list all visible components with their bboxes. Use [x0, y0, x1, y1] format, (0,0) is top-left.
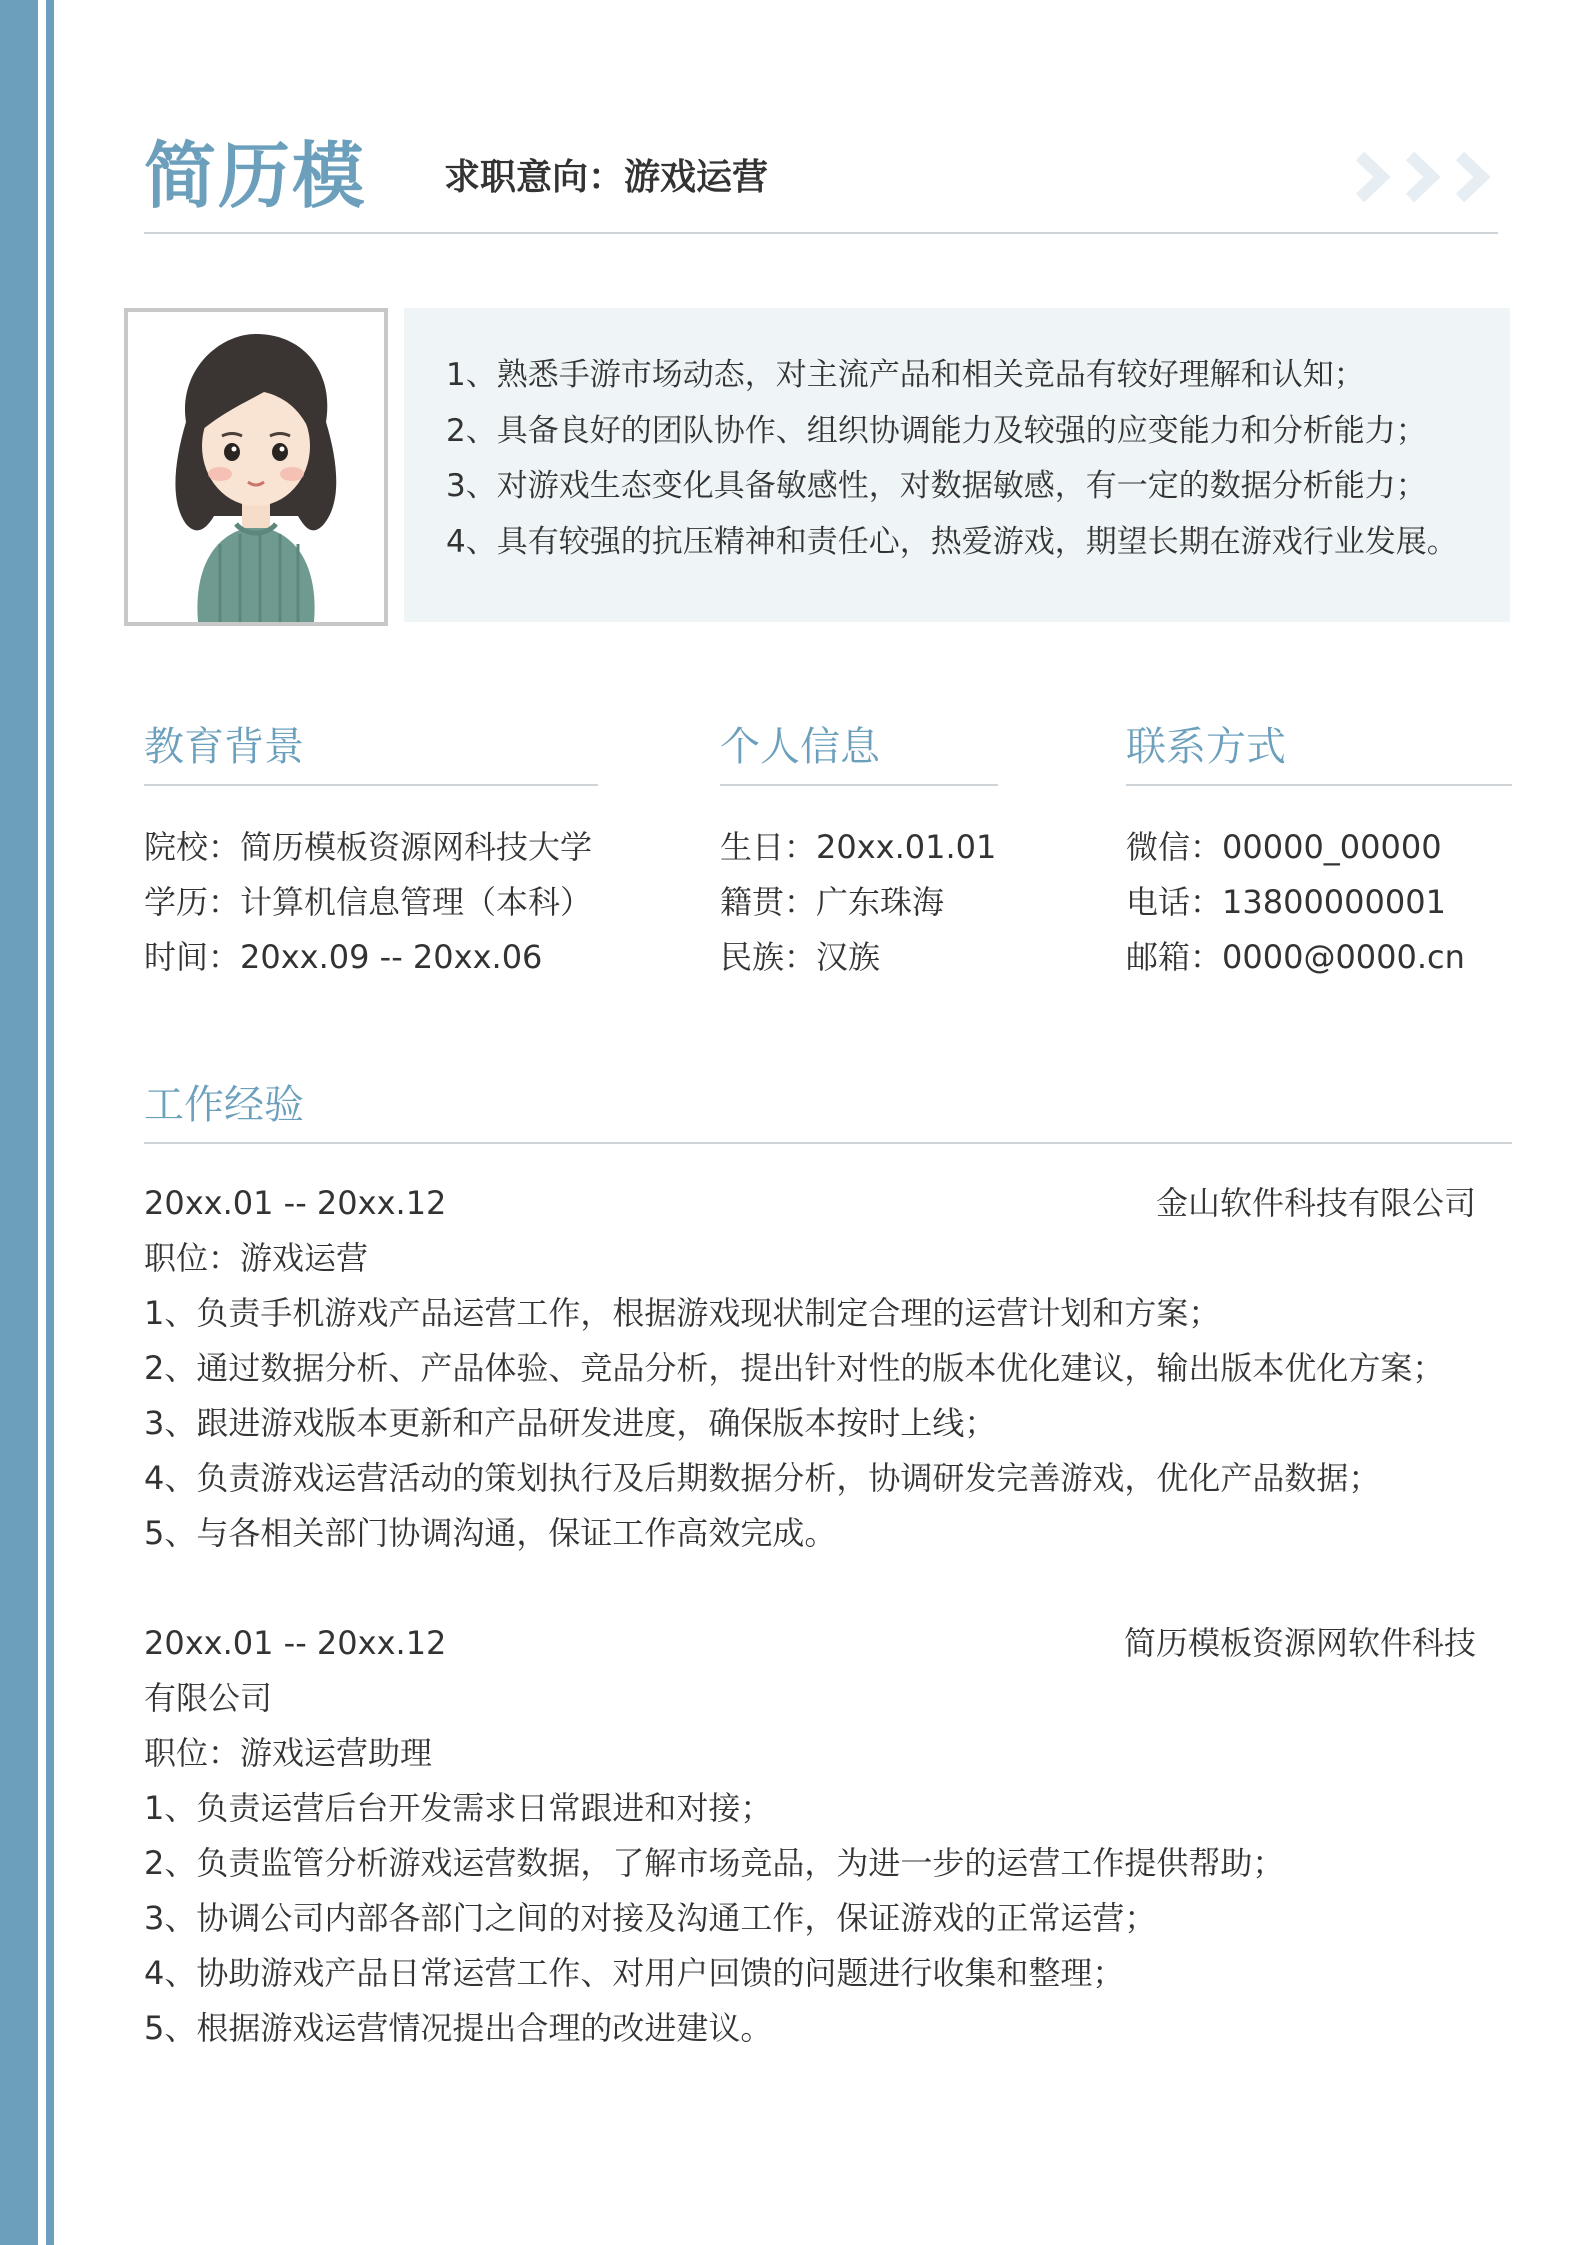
job-duty: 1、负责手机游戏产品运营工作，根据游戏现状制定合理的运营计划和方案；: [144, 1294, 1221, 1332]
job-position: 职位：游戏运营助理: [144, 1734, 433, 1772]
job-duty: 3、协调公司内部各部门之间的对接及沟通工作，保证游戏的正常运营；: [144, 1899, 1157, 1937]
education-info: [144, 820, 592, 985]
left-accent-bar: [0, 0, 38, 2245]
summary-line: 3、对游戏生态变化具备敏感性，对数据敏感，有一定的数据分析能力；: [446, 468, 1427, 504]
job-duty: 2、负责监管分析游戏运营数据，了解市场竞品，为进一步的运营工作提供帮助；: [144, 1844, 1285, 1882]
avatar-illustration: [128, 312, 384, 622]
personal-birthday: 生日：20xx.01.01: [720, 828, 997, 866]
job-entry: [144, 1616, 1476, 2056]
section-divider-education: [144, 784, 598, 786]
contact-email: 邮箱：0000@0000.cn: [1126, 938, 1465, 976]
job-date: 20xx.01 -- 20xx.12: [144, 1184, 447, 1222]
header-divider: [144, 232, 1498, 234]
job-duty: 1、负责运营后台开发需求日常跟进和对接；: [144, 1789, 773, 1827]
job-company: 金山软件科技有限公司: [1155, 1184, 1476, 1222]
personal-ethnicity: 民族：汉族: [720, 938, 881, 976]
contact-info: [1126, 820, 1465, 985]
job-duty: 3、跟进游戏版本更新和产品研发进度，确保版本按时上线；: [144, 1404, 997, 1442]
personal-hometown: 籍贯：广东珠海: [720, 883, 945, 921]
job-entry: [144, 1176, 1476, 1561]
chevron-arrows-icon: [1352, 150, 1502, 204]
job-duty: 2、通过数据分析、产品体验、竞品分析，提出针对性的版本优化建议，输出版本优化方案；: [144, 1349, 1445, 1387]
section-title-personal: 个人信息: [720, 724, 880, 770]
job-date: 20xx.01 -- 20xx.12: [144, 1624, 447, 1662]
section-divider-contact: [1126, 784, 1512, 786]
left-accent-stripe: [46, 0, 54, 2245]
job-objective: 求职意向：游戏运营: [444, 157, 769, 198]
education-degree: 学历：计算机信息管理（本科）: [144, 883, 593, 921]
summary-line: 1、熟悉手游市场动态，对主流产品和相关竞品有较好理解和认知；: [446, 357, 1365, 393]
candidate-name: 简历模: [144, 134, 367, 218]
education-school: 院校：简历模板资源网科技大学: [144, 828, 593, 866]
profile-photo: [124, 308, 388, 626]
summary-panel: [404, 308, 1510, 622]
job-duty: 5、根据游戏运营情况提出合理的改进建议。: [144, 2009, 773, 2047]
contact-phone: 电话：13800000001: [1126, 883, 1446, 921]
section-title-education: 教育背景: [144, 724, 304, 770]
personal-info: [720, 820, 996, 985]
job-duty: 5、与各相关部门协调沟通，保证工作高效完成。: [144, 1514, 837, 1552]
job-duty: 4、协助游戏产品日常运营工作、对用户回馈的问题进行收集和整理；: [144, 1954, 1125, 1992]
job-company: 简历模板资源网软件科技: [1123, 1624, 1476, 1662]
section-title-work: 工作经验: [144, 1082, 304, 1128]
summary-line: 4、具有较强的抗压精神和责任心，热爱游戏，期望长期在游戏行业发展。: [446, 523, 1458, 560]
job-company-continued: 有限公司: [144, 1679, 273, 1717]
summary-line: 2、具备良好的团队协作、组织协调能力及较强的应变能力和分析能力；: [446, 412, 1427, 449]
job-position: 职位：游戏运营: [144, 1239, 369, 1277]
section-divider-personal: [720, 784, 998, 786]
section-divider-work: [144, 1142, 1512, 1144]
job-duty: 4、负责游戏运营活动的策划执行及后期数据分析，协调研发完善游戏，优化产品数据；: [144, 1459, 1381, 1497]
contact-wechat: 微信：00000_00000: [1126, 828, 1442, 866]
section-title-contact: 联系方式: [1126, 724, 1286, 770]
education-period: 时间：20xx.09 -- 20xx.06: [144, 938, 543, 976]
